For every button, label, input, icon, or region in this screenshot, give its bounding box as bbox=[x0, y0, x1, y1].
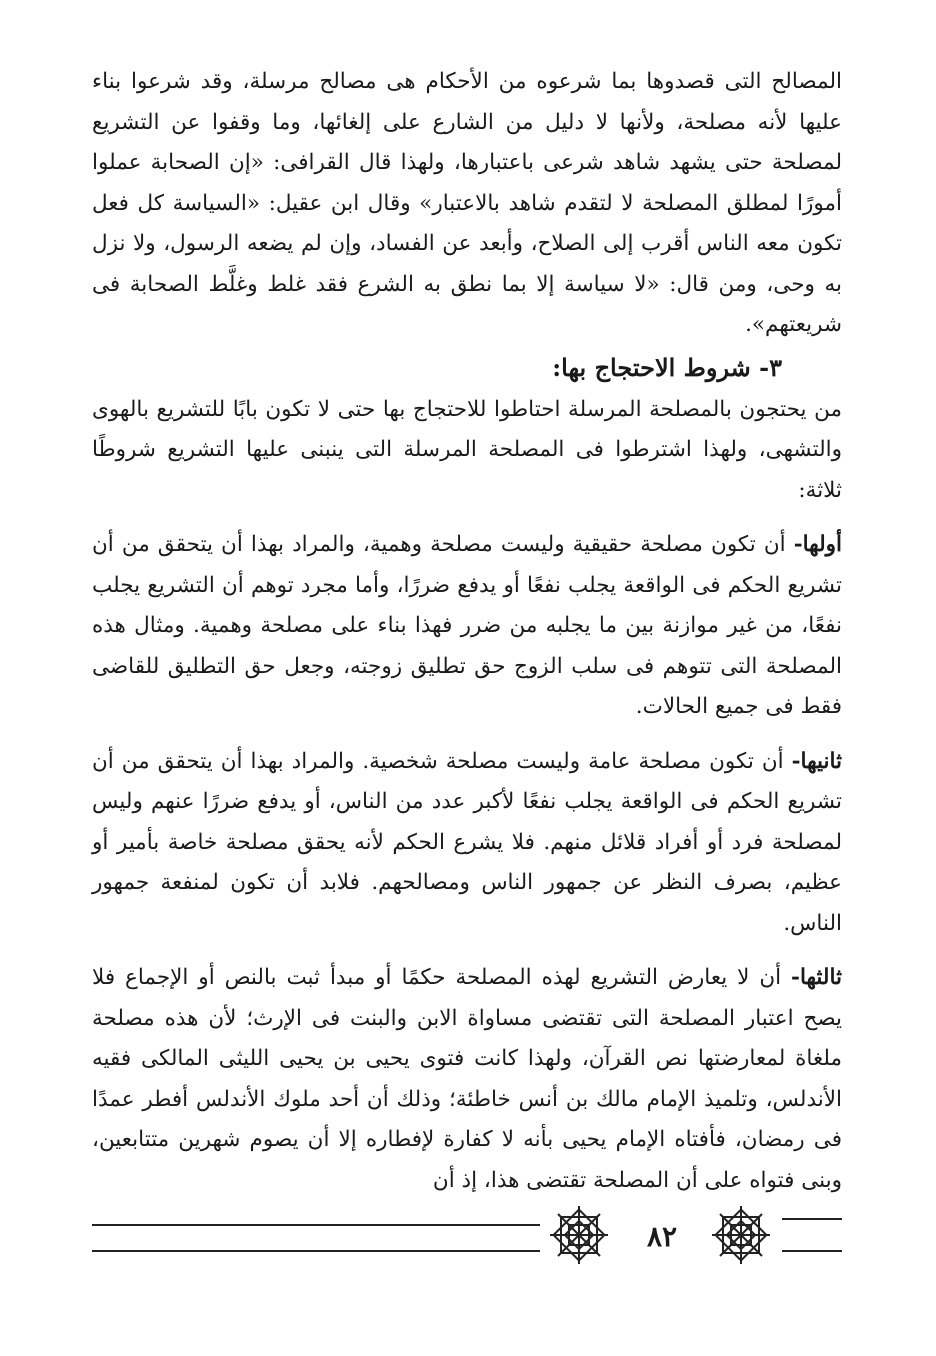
footer-rule-right-top bbox=[782, 1218, 842, 1220]
footer-rule-left-bottom bbox=[92, 1250, 540, 1252]
paragraph-condition-2 bbox=[92, 742, 842, 945]
page-body bbox=[92, 62, 842, 1201]
condition-3-label: ثالثها- bbox=[791, 965, 842, 990]
condition-3-text: أن لا يعارض التشريع لهذه المصلحة حكمًا أو مبدأ ثبت بالنص أو الإجماع فلا يصح اعتبار المصلحة التى تقتضى مساواة الابن والبنت فى الإرث؛ لأن هذه مصلحة ملغاة لمعارضتها نص القرآن، ولهذا كانت فتوى يحيى بن يحيى الليثى المالكى فقيه الأندلس، وتلميذ الإمام مالك بن أنس خاطئة؛ وذلك أن أحد ملوك الأندلس أفطر عمدًا فى رمضان، فأفتاه الإمام يحيى بأنه لا كفارة لإفطاره إلا أن يصوم شهرين متتابعين، وبنى فتواه على أن المصلحة تقتضى هذا، إذ أن bbox=[92, 965, 842, 1193]
star-ornament-icon bbox=[710, 1204, 772, 1266]
star-ornament-icon bbox=[548, 1204, 610, 1266]
footer-rule-left-top bbox=[92, 1224, 540, 1226]
paragraph-conditions: من يحتجون بالمصلحة المرسلة احتاطوا للاحتجاج بها حتى لا تكون بابًا للتشريع بالهوى والتشهى، ولهذا اشترطوا فى المصلحة المرسلة التى ينبنى عليها التشريع شروطًا ثلاثة: bbox=[92, 396, 842, 503]
condition-1-text: أن تكون مصلحة حقيقية وليست مصلحة وهمية، والمراد بهذا أن يتحقق من أن تشريع الحكم فى الواقعة يجلب نفعًا أو يدفع ضررًا، وأما مجرد توهم أن التشريع يجلب نفعًا، من غير موازنة بين ما يجلبه من ضرر فهذا بناء على مصلحة وهمية. ومثال هذه المصلحة التى تتوهم فى سلب الزوج حق تطليق زوجته، وجعل حق التطليق للقاضى فقط فى جميع الحالات. bbox=[92, 532, 842, 719]
paragraph-condition-3 bbox=[92, 958, 842, 1201]
section-heading: ٣- شروط الاحتجاج بها: bbox=[552, 352, 782, 382]
page-number: ٨٢ bbox=[646, 1220, 678, 1253]
page-footer bbox=[92, 1200, 842, 1280]
condition-2-text: أن تكون مصلحة عامة وليست مصلحة شخصية. والمراد بهذا أن يتحقق من أن تشريع الحكم فى الواقعة يجلب نفعًا لأكبر عدد من الناس، أو يدفع ضررًا عنهم وليس لمصلحة فرد أو أفراد قلائل منهم. فلا يشرع الحكم لأنه يحقق مصلحة خاصة بأمير أو عظيم، بصرف النظر عن جمهور الناس ومصالحهم. فلابد أن تكون لمنفعة جمهور الناس. bbox=[92, 748, 842, 936]
footer-rule-right-bottom bbox=[782, 1250, 842, 1252]
condition-2-label: ثانيها- bbox=[791, 748, 842, 774]
paragraph-intro: المصالح التى قصدوها بما شرعوه من الأحكام هى مصالح مرسلة، وقد شرعوا بناء عليها لأنه مصلحة، ولأنها لا دليل من الشارع على إلغائها، وما وقفوا عن التشريع لمصلحة حتى يشهد شاهد شرعى باعتبارها، ولهذا قال القرافى: «إن الصحابة عملوا أمورًا لمطلق المصلحة لا لتقدم شاهد بالاعتبار» وقال ابن عقيل: «السياسة كل فعل تكون معه الناس أقرب إلى الصلاح، وأبعد عن الفساد، وإن لم يضعه الرسول، ولا نزل به وحى، ومن قال: «لا سياسة إلا بما نطق به الشرع فقد غلط وغلَّط الصحابة فى شريعتهم». bbox=[92, 69, 842, 337]
paragraph-condition-1 bbox=[92, 525, 842, 728]
condition-1-label: أولها- bbox=[793, 532, 842, 557]
